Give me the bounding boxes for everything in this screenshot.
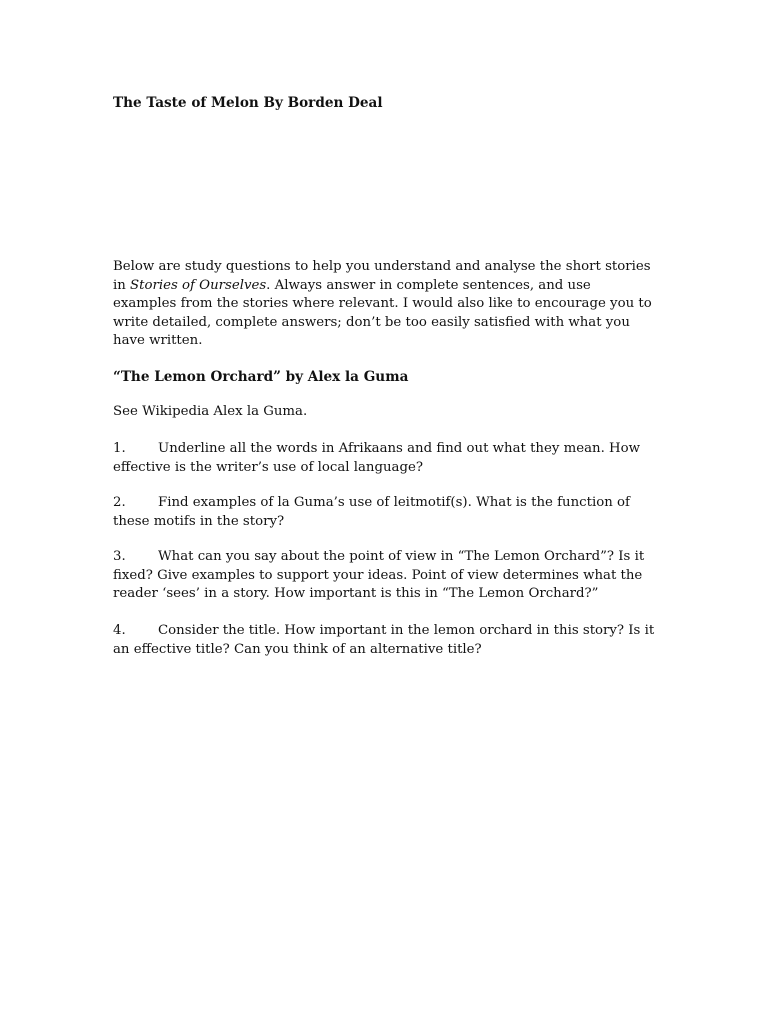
intro-text-end: . Always answer in complete sentences, and use examples from the stories where relevant. I would also like to encourage you to write detailed, complete answers; don’t be too easily satisfied with what you have written. <box>113 277 652 348</box>
document-title: The Taste of Melon By Borden Deal <box>113 95 383 111</box>
intro-text-start: Below are study questions to help you understand and analyse the short stories in <box>113 259 651 293</box>
question-3 <box>113 548 658 604</box>
question-number: 2. <box>113 495 126 510</box>
intro-book-title: Stories of Ourselves <box>130 277 267 293</box>
question-number: 4. <box>113 623 126 638</box>
question-2 <box>113 494 658 531</box>
question-number: 3. <box>113 549 126 564</box>
question-number: 1. <box>113 441 126 456</box>
question-text: Find examples of la Guma’s use of leitmotif(s). What is the function of these motifs in the story? <box>113 495 630 529</box>
question-4 <box>113 622 658 659</box>
question-1 <box>113 440 658 477</box>
question-text: What can you say about the point of view in “The Lemon Orchard”? Is it fixed? Give examples to support your ideas. Point of view determines what the reader ‘sees’ in a story. How important is this in “The Lemon Orchard?” <box>113 549 645 601</box>
section-heading: “The Lemon Orchard” by Alex la Guma <box>113 369 409 385</box>
question-text: Consider the title. How important in the lemon orchard in this story? Is it an effective title? Can you think of an alternative title? <box>113 623 655 657</box>
intro-paragraph <box>113 258 658 351</box>
question-text: Underline all the words in Afrikaans and find out what they mean. How effective is the writer’s use of local language? <box>113 441 641 475</box>
reference-note: See Wikipedia Alex la Guma. <box>113 404 308 419</box>
